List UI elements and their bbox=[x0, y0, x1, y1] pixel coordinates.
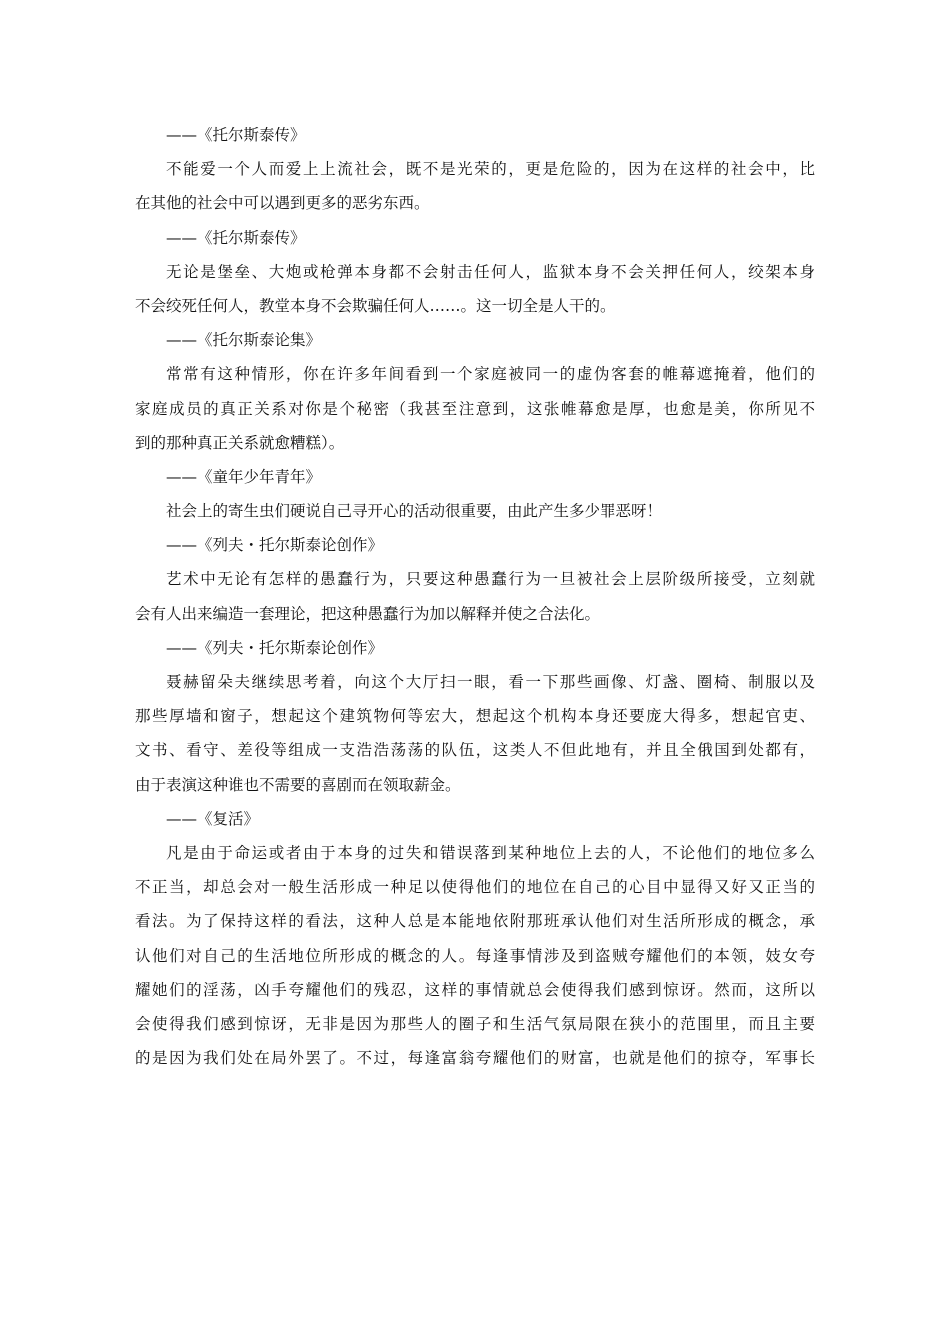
quote-attribution: ——《托尔斯泰传》 bbox=[166, 228, 306, 247]
quote-attribution: ——《童年少年青年》 bbox=[166, 467, 322, 486]
text-line: 聂赫留朵夫继续思考着，向这个大厅扫一眼，看一下那些画像、灯盏、圈椅、制服以及 bbox=[166, 673, 815, 691]
text-line: 的是因为我们处在局外罢了。不过，每逢富翁夸耀他们的财富，也就是他们的掠夺，军事长 bbox=[135, 1049, 815, 1068]
quote-attribution: ——《列夫・托尔斯泰论创作》 bbox=[166, 638, 384, 657]
text-line: 常常有这种情形，你在许多年间看到一个家庭被同一的虚伪客套的帷幕遮掩着，他们的 bbox=[166, 365, 815, 384]
document-page bbox=[135, 118, 815, 1075]
text-line: 不会绞死任何人，教堂本身不会欺骗任何人……。这一切全是人干的。 bbox=[135, 296, 616, 315]
text-line: 耀她们的淫荡，凶手夸耀他们的残忍，这样的事情就总会使得我们感到惊讶。然而，这所以 bbox=[135, 980, 815, 999]
quote-attribution: ——《复活》 bbox=[166, 809, 260, 828]
text-line: 凡是由于命运或者由于本身的过失和错误落到某种地位上去的人，不论他们的地位多么 bbox=[166, 843, 815, 862]
text-line: 不能爱一个人而爱上上流社会，既不是光荣的，更是危险的，因为在这样的社会中，比 bbox=[166, 160, 815, 179]
text-line: 看法。为了保持这样的看法，这种人总是本能地依附那班承认他们对生活所形成的概念，承 bbox=[135, 912, 815, 931]
text-line: 会使得我们感到惊讶，无非是因为那些人的圈子和生活气氛局限在狭小的范围里，而且主要 bbox=[135, 1014, 815, 1033]
text-line: 艺术中无论有怎样的愚蠢行为，只要这种愚蠢行为一旦被社会上层阶级所接受，立刻就 bbox=[166, 570, 815, 589]
text-line: 那些厚墙和窗子，想起这个建筑物何等宏大，想起这个机构本身还要庞大得多，想起官吏、 bbox=[135, 707, 815, 726]
text-line: 会有人出来编造一套理论，把这种愚蠢行为加以解释并使之合法化。 bbox=[135, 604, 601, 623]
text-line: 家庭成员的真正关系对你是个秘密（我甚至注意到，这张帷幕愈是厚，也愈是美，你所见不 bbox=[135, 399, 815, 418]
text-line: 在其他的社会中可以遇到更多的恶劣东西。 bbox=[135, 194, 430, 213]
text-line: 认他们对自己的生活地位所形成的概念的人。每逢事情涉及到盗贼夸耀他们的本领，妓女夸 bbox=[135, 946, 815, 965]
quote-attribution: ——《托尔斯泰论集》 bbox=[166, 331, 322, 350]
text-line: 无论是堡垒、大炮或枪弹本身都不会射击任何人，监狱本身不会关押任何人，绞架本身 bbox=[166, 262, 815, 281]
text-line: 文书、看守、差役等组成一支浩浩荡荡的队伍，这类人不但此地有，并且全俄国到处都有， bbox=[135, 741, 815, 760]
text-line: 到的那种真正关系就愈糟糕）。 bbox=[135, 433, 345, 452]
text-line: 不正当，却总会对一般生活形成一种足以使得他们的地位在自己的心目中显得又好又正当的 bbox=[135, 878, 815, 897]
quote-attribution: ——《列夫・托尔斯泰论创作》 bbox=[166, 536, 384, 555]
quote-attribution: ——《托尔斯泰传》 bbox=[166, 126, 306, 144]
text-line: 由于表演这种谁也不需要的喜剧而在领取薪金。 bbox=[135, 775, 461, 794]
text-line: 社会上的寄生虫们硬说自己寻开心的活动很重要，由此产生多少罪恶呀！ bbox=[166, 502, 663, 521]
